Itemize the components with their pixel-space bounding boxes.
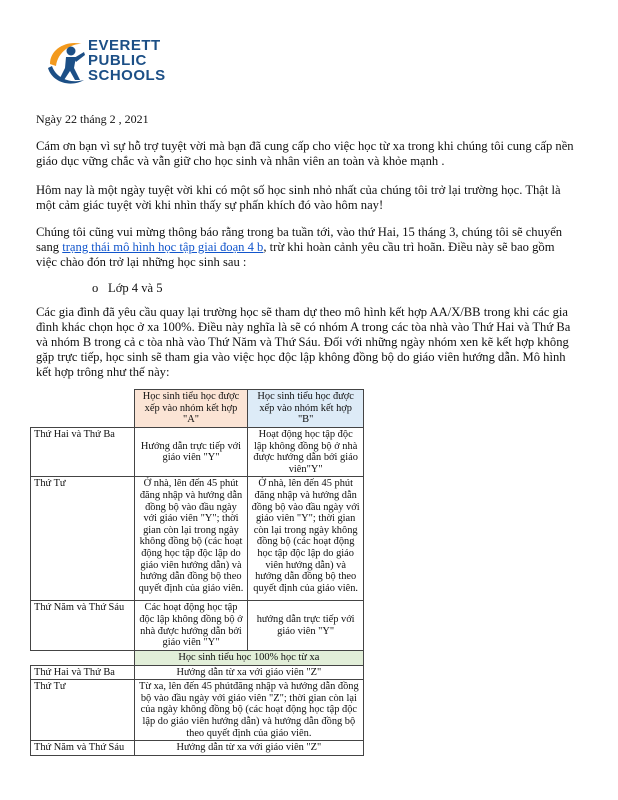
group-b-cell: hướng dẫn trực tiếp với giáo viên "Y" bbox=[248, 601, 364, 650]
group-a-cell: Các hoạt động học tập độc lập không đồng bộ ở nhà được hướng dẫn bởi giáo viên "Y" bbox=[134, 601, 248, 650]
table-row bbox=[31, 665, 364, 680]
bullet-text: Lớp 4 và 5 bbox=[108, 281, 163, 295]
table-row bbox=[31, 601, 364, 650]
bullet-item bbox=[92, 281, 163, 296]
column-header-group-a: Học sinh tiểu học được xếp vào nhóm kết hợp "A" bbox=[134, 390, 248, 428]
group-a-cell: Hướng dẫn trực tiếp với giáo viên "Y" bbox=[134, 428, 248, 477]
bullet-marker: o bbox=[92, 281, 99, 295]
remote-cell: Hướng dẫn từ xa với giáo viên "Z" bbox=[134, 665, 363, 680]
letter-date: Ngày 22 tháng 2 , 2021 bbox=[36, 112, 149, 126]
group-b-cell: Ở nhà, lên đến 45 phút đăng nhập và hướng dẫn đồng bộ vào đầu ngày với giáo viên "Y"; thời gian còn lại trong ngày không đồng bộ (các hoạt động học tập độc lập do giáo viên hướng dẫn) và hướng dẫn đồng bộ theo quyết định của giáo viên. bbox=[248, 477, 364, 601]
remote-schedule-table bbox=[30, 650, 364, 756]
row-day-label: Thứ Tư bbox=[31, 477, 135, 601]
table-row bbox=[31, 741, 364, 756]
group-b-cell: Hoạt động học tập độc lập không đồng bộ ở nhà được hướng dẫn bởi giáo viên"Y" bbox=[248, 428, 364, 477]
paragraph-announcement bbox=[36, 225, 576, 270]
hybrid-schedule-table bbox=[30, 389, 364, 651]
table-row bbox=[31, 680, 364, 741]
announcement-text: Chúng tôi cũng vui mừng thông báo rằng trong ba tuần tới, vào thứ Hai, 15 tháng 3, chúng tôi sẽ chuyển sang bbox=[36, 225, 563, 254]
table-corner-cell bbox=[31, 390, 135, 428]
phase-4b-link[interactable]: trạng thái mô hình học tập giai đoạn 4 b bbox=[62, 240, 264, 254]
school-logo-text: EVERETT PUBLIC SCHOOLS bbox=[88, 37, 166, 84]
table-row bbox=[31, 477, 364, 601]
group-a-cell: Ở nhà, lên đến 45 phút đăng nhập và hướng dẫn đồng bộ vào đầu ngày với giáo viên "Y"; thời gian còn lại trong ngày không đồng bộ (các hoạt động học tập độc lập do giáo viên hướng dẫn) và hướng dẫn đồng bộ theo quyết định của giáo viên. bbox=[134, 477, 248, 601]
remote-cell: Từ xa, lên đến 45 phútđăng nhập và hướng dẫn đồng bộ vào đầu ngày với giáo viên "Z"; thời gian còn lại của ngày không đồng bộ (các hoạt động học tập độc lập do giáo viên hướng dẫn) và hướng dẫn đồng bộ theo quyết định của giáo viên. bbox=[134, 680, 363, 741]
row-day-label: Thứ Tư bbox=[31, 680, 135, 741]
column-header-group-b: Học sinh tiểu học được xếp vào nhóm kết hợp "B" bbox=[248, 390, 364, 428]
paragraph-hybrid-model: Các gia đình đã yêu cầu quay lại trường học sẽ tham dự theo mô hình kết hợp AA/X/BB trong khi các gia đình khác chọn học ở xa 100%. Điều này nghĩa là sẽ có nhóm A trong các tòa nhà vào Thứ Hai và Thứ Ba và nhóm B trong cả c tòa nhà vào Thứ Năm và Thứ Sáu. Đối với những ngày nhóm xen kẽ kết hợp không gặp trực tiếp, học sinh sẽ tham gia vào việc học độc lập không đồng bộ do giáo viên hướng dẫn. Mô hình kết hợp trông như thế này: bbox=[36, 305, 571, 379]
column-header-remote: Học sinh tiểu học 100% học từ xa bbox=[134, 651, 363, 666]
remote-cell: Hướng dẫn từ xa với giáo viên "Z" bbox=[134, 741, 363, 756]
table-corner-cell bbox=[31, 651, 135, 666]
paragraph-today: Hôm nay là một ngày tuyệt vời khi có một số học sinh nhỏ nhất của chúng tôi trở lại trường học. Thật là một cảm giác tuyệt vời khi nhìn thấy sự phấn khích đó vào hôm nay! bbox=[36, 183, 561, 212]
table-row bbox=[31, 428, 364, 477]
row-day-label: Thứ Năm và Thứ Sáu bbox=[31, 601, 135, 650]
row-day-label: Thứ Hai và Thứ Ba bbox=[31, 665, 135, 680]
row-day-label: Thứ Năm và Thứ Sáu bbox=[31, 741, 135, 756]
paragraph-thanks: Cám ơn bạn vì sự hỗ trợ tuyệt vời mà bạn đã cung cấp cho việc học từ xa trong khi chúng tôi cung cấp nền giáo dục vững chắc và vẫn giữ cho học sinh và nhân viên an toàn và khỏe mạnh . bbox=[36, 139, 574, 168]
announcement-text-cont: , trừ khi hoàn cảnh yêu cầu trì hoãn. Điều này sẽ bao gồm việc chào đón trở lại những học sinh sau : bbox=[36, 240, 555, 269]
row-day-label: Thứ Hai và Thứ Ba bbox=[31, 428, 135, 477]
